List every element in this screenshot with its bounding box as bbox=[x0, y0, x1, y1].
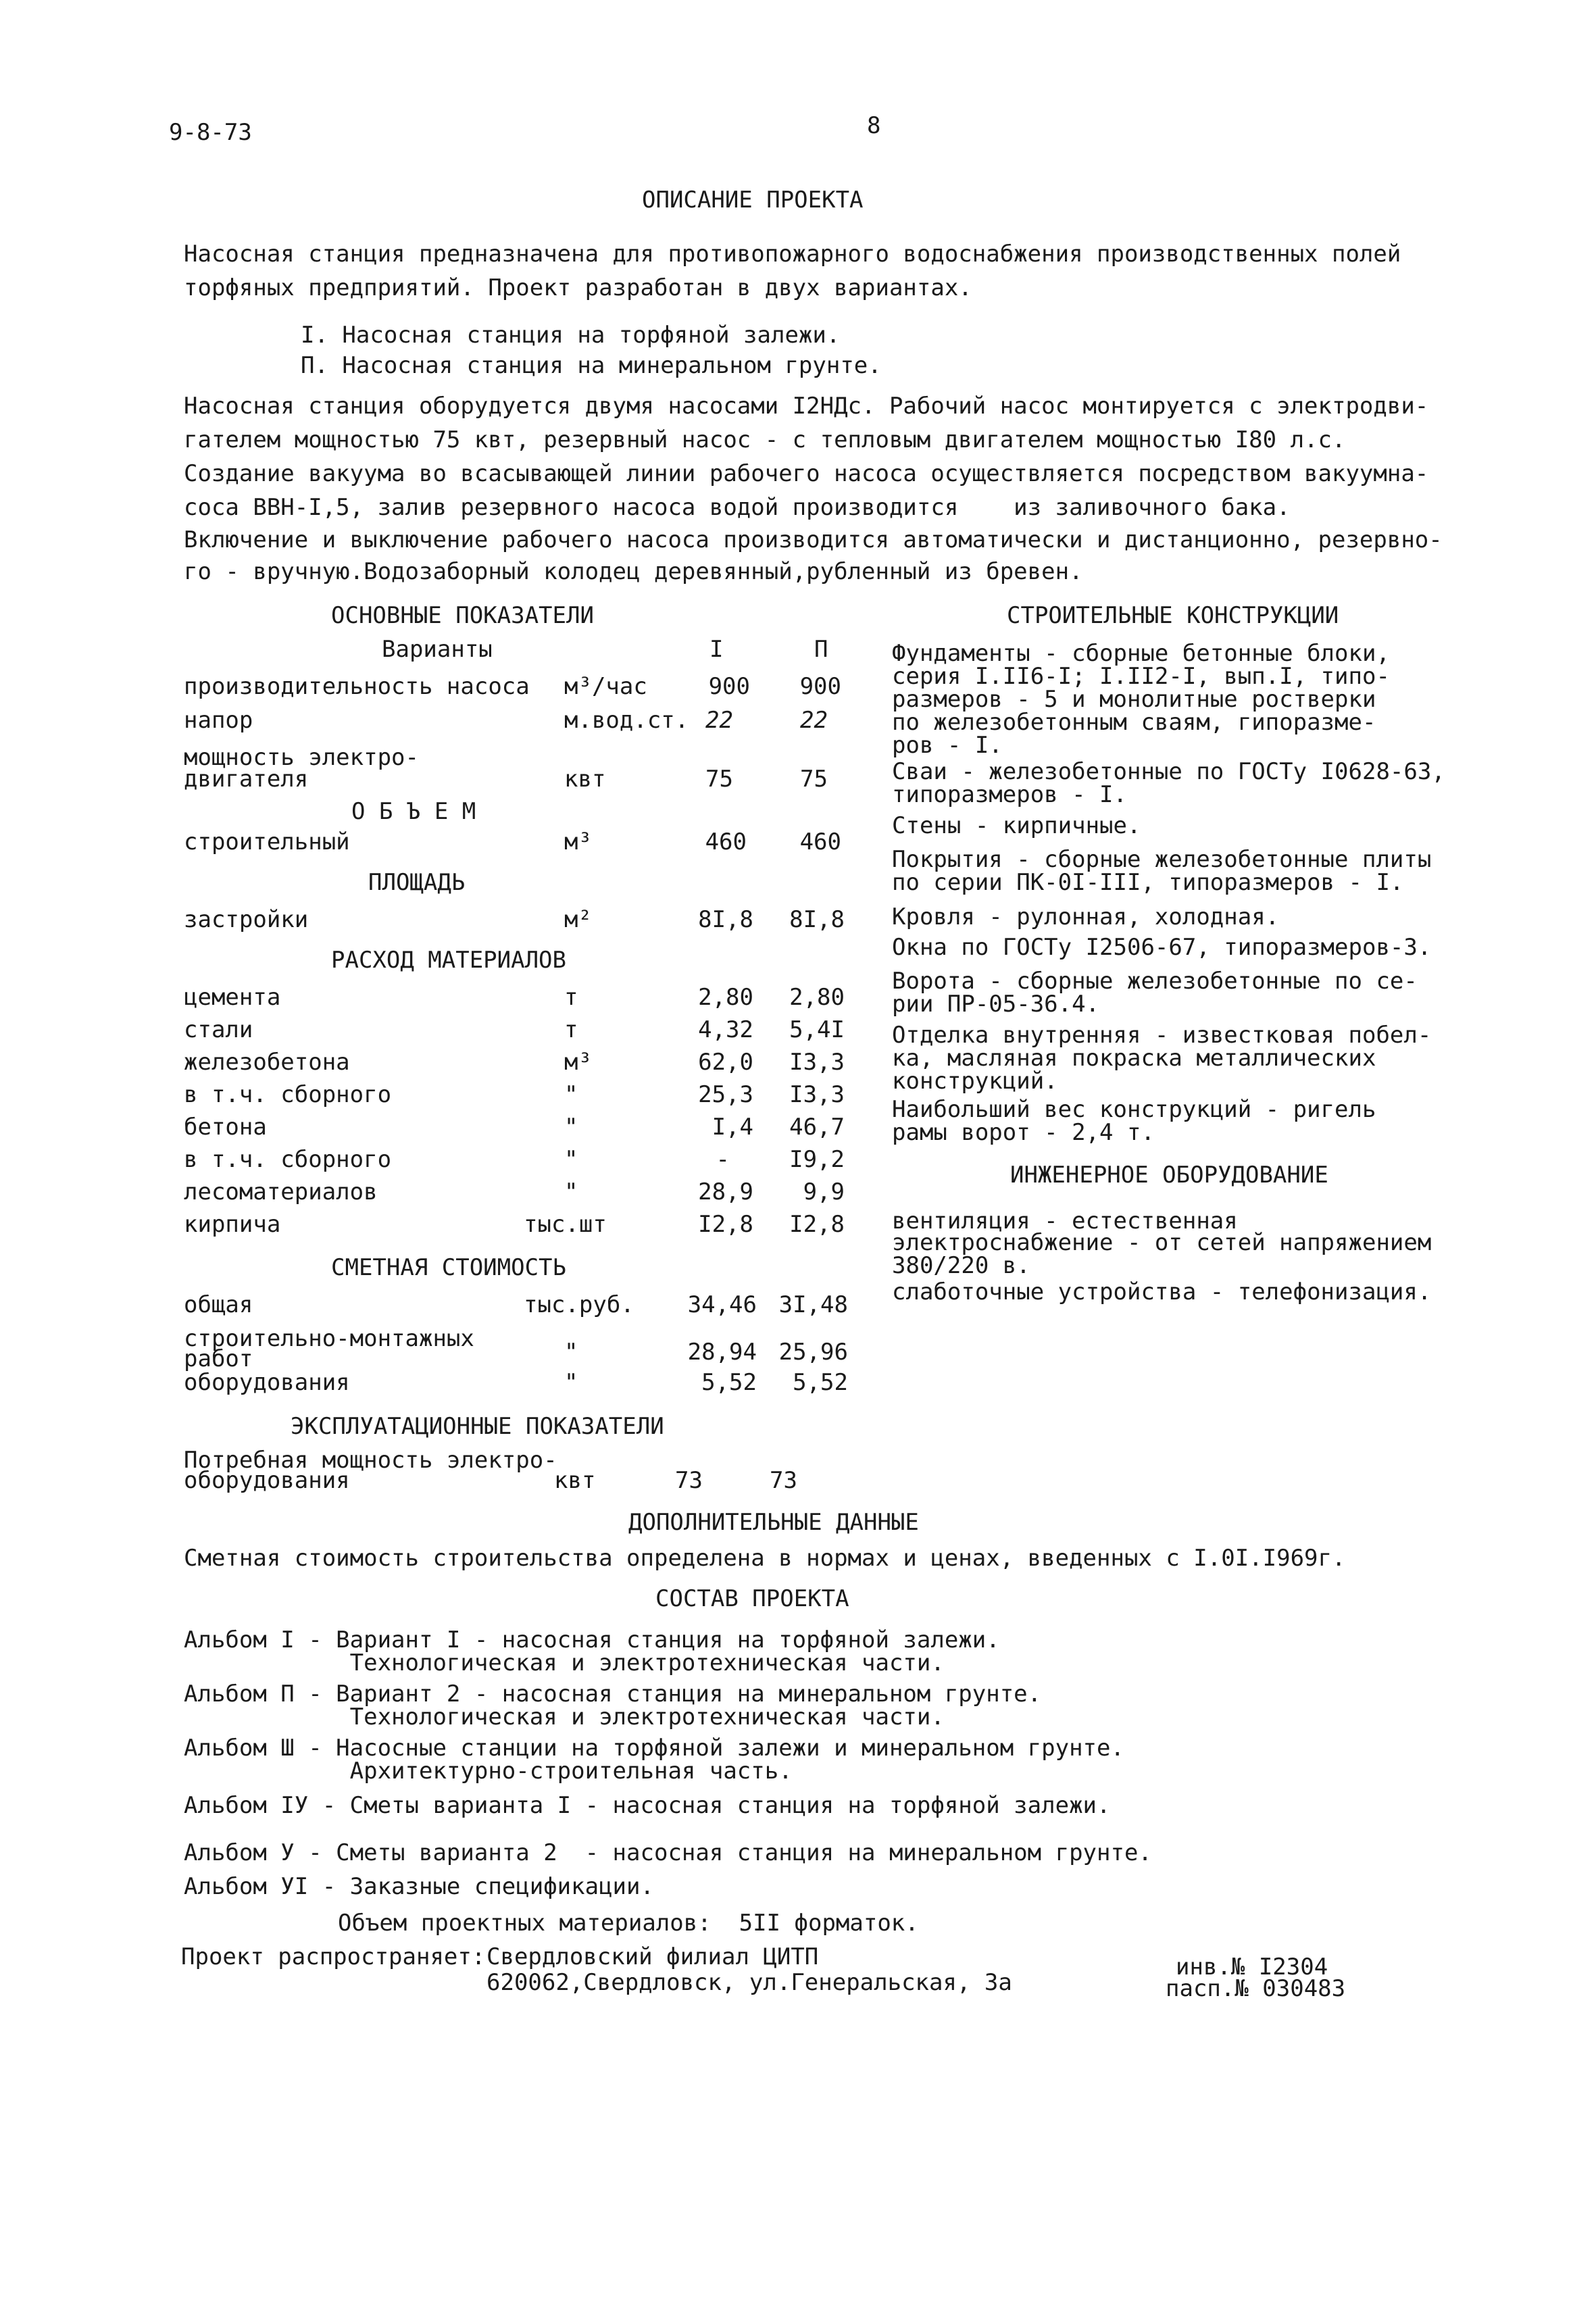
album-item: Альбом УI - Заказные спецификации. bbox=[184, 1873, 654, 1900]
indicator-row: производительность насоса м³/час 900 900 bbox=[184, 673, 841, 700]
page-number: 8 bbox=[867, 112, 881, 139]
construction-item: Стены - кирпичные. bbox=[892, 812, 1141, 839]
materials-title: РАСХОД МАТЕРИАЛОВ bbox=[331, 947, 566, 974]
description-line: го - вручную.Водозаборный колодец деревянный,рубленный из бревен. bbox=[184, 558, 1083, 585]
intro-line: торфяных предприятий. Проект разработан в двух вариантах. bbox=[184, 274, 972, 301]
material-row: в т.ч. сборного " 25,3 I3,3 bbox=[184, 1081, 845, 1108]
construction-item: Отделка внутренняя - известковая побел- ка, масляная покраска металлических конструкций. bbox=[892, 1022, 1432, 1095]
engineering-item: электроснабжение - от сетей напряжением 380/220 в. bbox=[892, 1229, 1432, 1279]
variant-item: П. Насосная станция на минеральном грунте. bbox=[301, 352, 882, 379]
description-line: соса ВВН-I,5, залив резервного насоса водой производится из заливочного бака. bbox=[184, 494, 1291, 521]
construction-item: Ворота - сборные железобетонные по се- рии ПР-05-36.4. bbox=[892, 968, 1418, 1018]
material-row: кирпича тыс.шт I2,8 I2,8 bbox=[184, 1211, 845, 1238]
distributor-name: Свердловский филиал ЦИТП bbox=[487, 1943, 819, 1970]
indicator-row: мощность электро- двигателя квт 75 75 bbox=[184, 744, 828, 793]
indicator-row: строительный м³ 460 460 bbox=[184, 828, 841, 855]
cost-row: общая тыс.руб. 34,46 3I,48 bbox=[184, 1291, 848, 1318]
construction-item: Наибольший вес конструкций - ригель рамы ворот - 2,4 т. bbox=[892, 1096, 1376, 1146]
material-row: цемента т 2,80 2,80 bbox=[184, 984, 845, 1011]
construction-item: Фундаменты - сборные бетонные блоки, серия I.II6-I; I.II2-I, вып.I, типо- размеров - 5 и монолитные ростверки по железобетонным сваям, гипоразме- ров - I. bbox=[892, 640, 1390, 759]
construction-item: Сваи - железобетонные по ГОСТу I0628-63, типоразмеров - I. bbox=[892, 758, 1445, 808]
materials-volume: Объем проектных материалов: 5II форматок. bbox=[338, 1910, 919, 1937]
engineering-title: ИНЖЕНЕРНОЕ ОБОРУДОВАНИЕ bbox=[1010, 1162, 1328, 1189]
volume-title: О Б Ъ Е М bbox=[351, 798, 476, 825]
distributor-label: Проект распространяет: bbox=[181, 1943, 486, 1970]
additional-title: ДОПОЛНИТЕЛЬНЫЕ ДАННЫЕ bbox=[628, 1509, 919, 1536]
document-code: 9-8-73 bbox=[169, 119, 252, 146]
cost-row: строительно-монтажных работ " 28,94 25,96 bbox=[184, 1325, 848, 1372]
variant-col-2: П bbox=[814, 636, 828, 663]
cost-row: оборудования " 5,52 5,52 bbox=[184, 1369, 848, 1396]
additional-text: Сметная стоимость строительства определена в нормах и ценах, введенных с I.0I.I969г. bbox=[184, 1545, 1346, 1572]
construction-item: Окна по ГОСТу I2506-67, типоразмеров-3. bbox=[892, 934, 1432, 961]
material-row: в т.ч. сборного " - I9,2 bbox=[184, 1146, 845, 1173]
engineering-item: вентиляция - естественная bbox=[892, 1208, 1238, 1235]
material-row: бетона " I,4 46,7 bbox=[184, 1114, 845, 1141]
construction-item: Кровля - рулонная, холодная. bbox=[892, 903, 1280, 930]
description-line: Насосная станция оборудуется двумя насосами I2НДс. Рабочий насос монтируется с электродви- bbox=[184, 393, 1429, 420]
material-row: стали т 4,32 5,4I bbox=[184, 1016, 845, 1043]
cost-title: СМЕТНАЯ СТОИМОСТЬ bbox=[331, 1254, 566, 1281]
album-item: Альбом П - Вариант 2 - насосная станция на минеральном грунте. Технологическая и электротехническая части. bbox=[184, 1681, 1042, 1731]
material-row: лесоматериалов " 28,9 9,9 bbox=[184, 1178, 845, 1205]
variant-item: I. Насосная станция на торфяной залежи. bbox=[301, 322, 841, 349]
description-line: Создание вакуума во всасывающей линии рабочего насоса осуществляется посредством вакуумна- bbox=[184, 460, 1429, 487]
indicators-title: ОСНОВНЫЕ ПОКАЗАТЕЛИ bbox=[331, 602, 594, 629]
construction-item: Покрытия - сборные железобетонные плиты по серии ПК-0I-III, типоразмеров - I. bbox=[892, 846, 1432, 896]
description-line: гателем мощностью 75 квт, резервный насос - с тепловым двигателем мощностью I80 л.с. bbox=[184, 426, 1346, 453]
ops-title: ЭКСПЛУАТАЦИОННЫЕ ПОКАЗАТЕЛИ bbox=[291, 1413, 664, 1440]
inventory-number: инв.№ I2304 bbox=[1176, 1953, 1328, 1981]
album-item: Альбом Ш - Насосные станции на торфяной залежи и минеральном грунте. Архитектурно-строительная часть. bbox=[184, 1735, 1124, 1785]
indicator-row: напор м.вод.ст. 22 22 bbox=[184, 707, 828, 734]
album-item: Альбом I - Вариант I - насосная станция на торфяной залежи. Технологическая и электротехническая части. bbox=[184, 1626, 1000, 1676]
passport-number: пасп.№ 030483 bbox=[1166, 1975, 1346, 2002]
material-row: железобетона м³ 62,0 I3,3 bbox=[184, 1049, 845, 1076]
distributor-address: 620062,Свердловск, ул.Генеральская, 3а bbox=[487, 1969, 1012, 1996]
intro-line: Насосная станция предназначена для противопожарного водоснабжения производственных полей bbox=[184, 241, 1401, 268]
album-item: Альбом IУ - Сметы варианта I - насосная станция на торфяной залежи. bbox=[184, 1792, 1111, 1819]
variants-label: Варианты bbox=[382, 636, 493, 663]
indicator-row: застройки м² 8I,8 8I,8 bbox=[184, 906, 845, 933]
engineering-item: слаботочные устройства - телефонизация. bbox=[892, 1278, 1432, 1305]
constructions-title: СТРОИТЕЛЬНЫЕ КОНСТРУКЦИИ bbox=[1007, 602, 1339, 629]
ops-row: Потребная мощность электро- оборудования квт 73 73 bbox=[184, 1447, 797, 1494]
album-item: Альбом У - Сметы варианта 2 - насосная станция на минеральном грунте. bbox=[184, 1839, 1152, 1866]
variant-col-1: I bbox=[709, 636, 724, 663]
area-title: ПЛОЩАДЬ bbox=[368, 869, 466, 896]
description-line: Включение и выключение рабочего насоса производится автоматически и дистанционно, резервно- bbox=[184, 526, 1443, 553]
composition-title: СОСТАВ ПРОЕКТА bbox=[655, 1585, 849, 1612]
page-title: ОПИСАНИЕ ПРОЕКТА bbox=[642, 186, 864, 214]
